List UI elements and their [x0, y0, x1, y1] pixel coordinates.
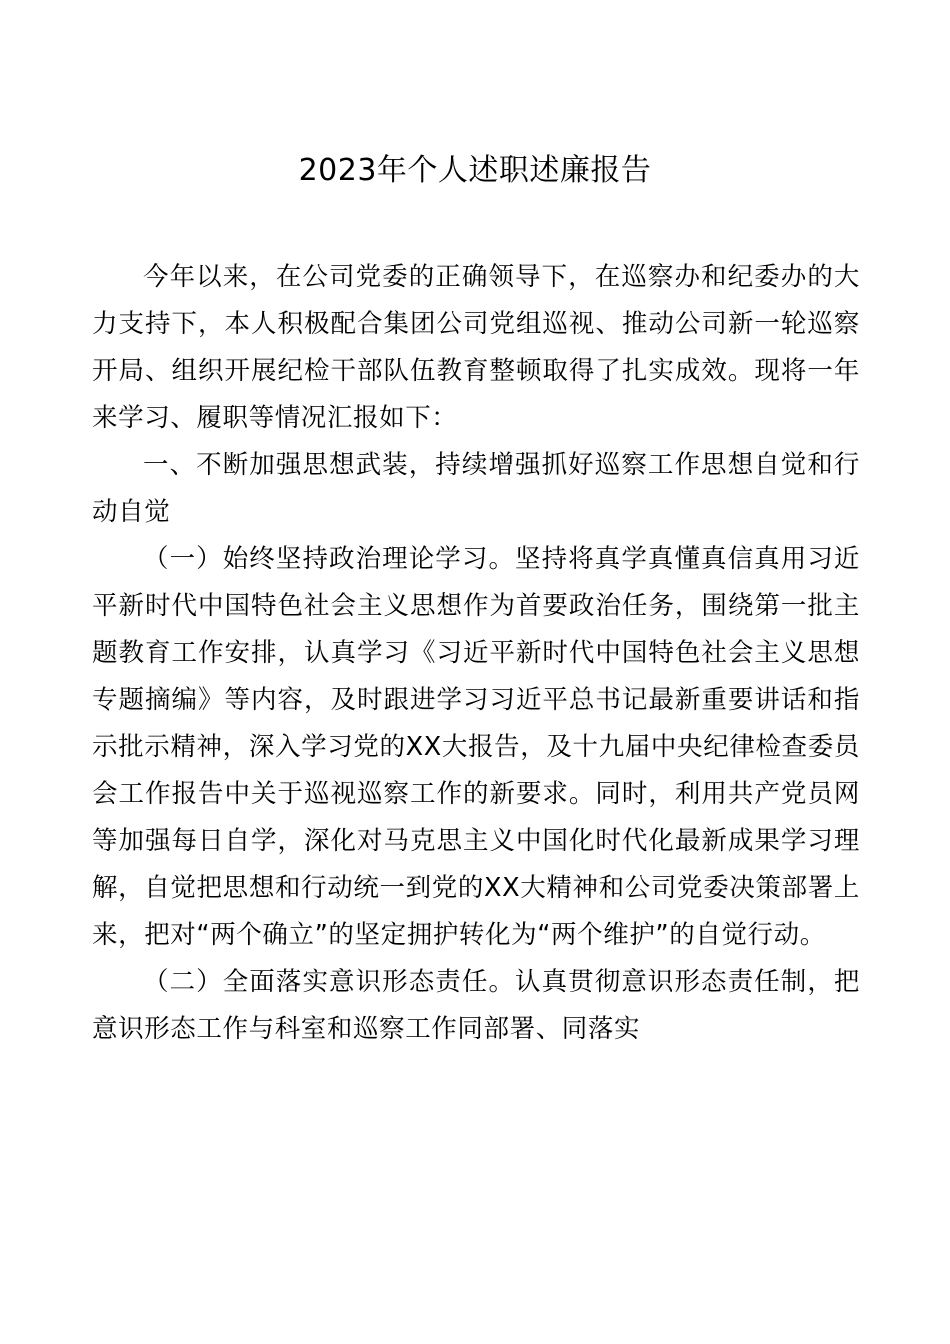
paragraph: （一）始终坚持政治理论学习。坚持将真学真懂真信真用习近平新时代中国特色社会主义思想作为首要政治任务，围绕第一批主题教育工作安排，认真学习《习近平新时代中国特色社会主义思想专题摘编》等内容，及时跟进学习习近平总书记最新重要讲话和指示批示精神，深入学习党的XX大报告，及十九届中央纪律检查委员会工作报告中关于巡视巡察工作的新要求。同时，利用共产党员网等加强每日自学，深化对马克思主义中国化时代化最新成果学习理解，自觉把思想和行动统一到党的XX大精神和公司党委决策部署上来，把对“两个确立”的坚定拥护转化为“两个维护”的自觉行动。 — [92, 544, 860, 950]
page-title: 2023年个人述职述廉报告 — [298, 153, 652, 188]
paragraph: 今年以来，在公司党委的正确领导下，在巡察办和纪委办的大力支持下，本人积极配合集团公司党组巡视、推动公司新一轮巡察开局、组织开展纪检干部队伍教育整顿取得了扎实成效。现将一年来学习、履职等情况汇报如下： — [92, 262, 860, 433]
paragraph: 一、不断加强思想武装，持续增强抓好巡察工作思想自觉和行动自觉 — [92, 450, 860, 527]
paragraph: （二）全面落实意识形态责任。认真贯彻意识形态责任制，把意识形态工作与科室和巡察工作同部署、同落实 — [92, 967, 860, 1044]
document-body — [0, 192, 950, 1053]
